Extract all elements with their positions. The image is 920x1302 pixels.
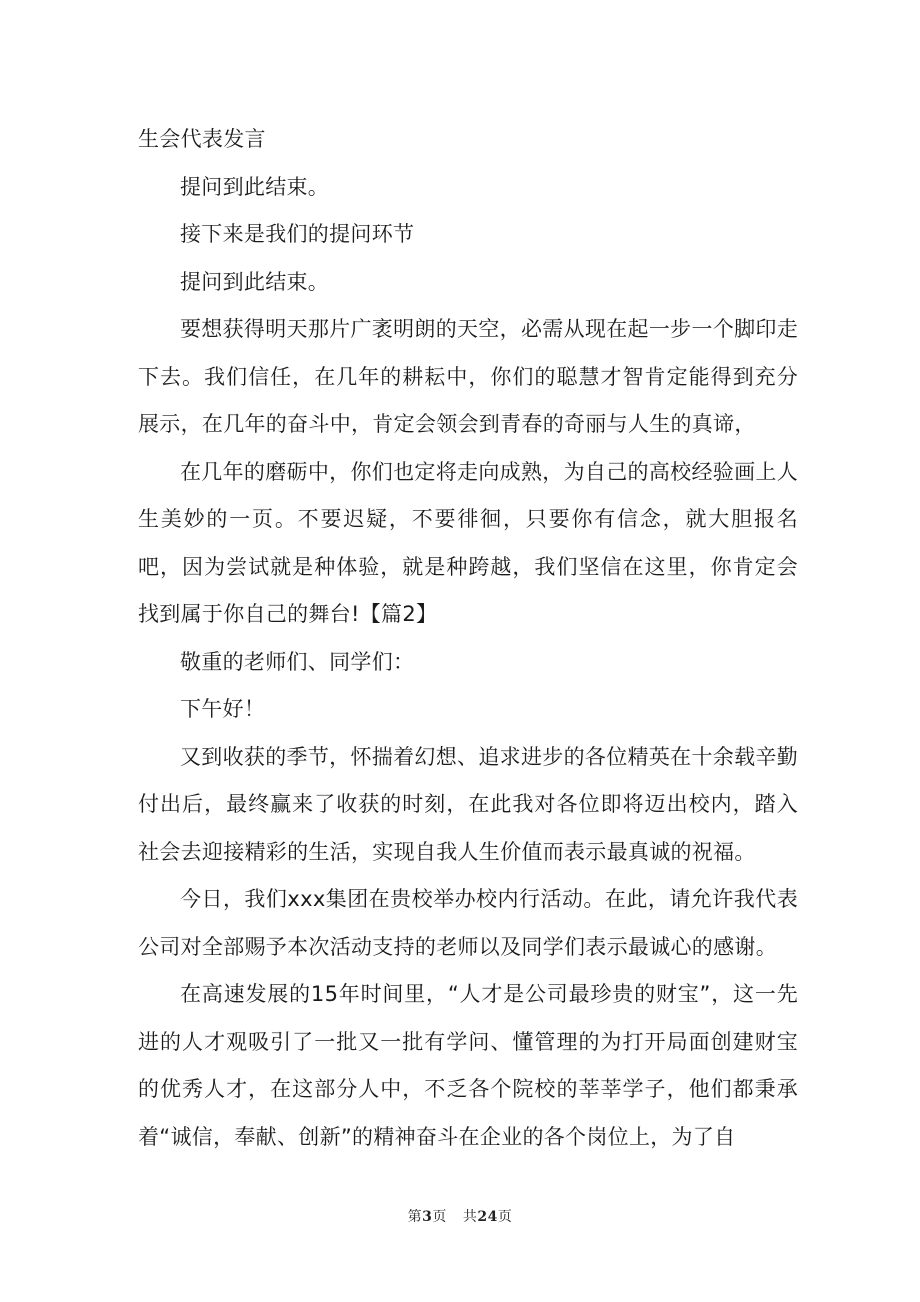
paragraph: 要想获得明天那片广袤明朗的天空，必需从现在起一步一个脚印走下去。我们信任，在几年的耕耘中，你们的聪慧才智肯定能得到充分展示，在几年的奋斗中，肯定会领会到青春的奇丽与人生的真谛，: [138, 317, 798, 436]
paragraph: 接下来是我们的提问环节: [180, 222, 415, 246]
footer-total-unit: 页: [497, 1209, 513, 1225]
current-page-number: 3: [422, 1209, 433, 1225]
paragraph: 敬重的老师们、同学们：: [180, 649, 415, 674]
paragraph: 在几年的磨砺中，你们也定将走向成熟，为自己的高校经验画上人生美妙的一页。不要迟疑，不要徘徊，只要你有信念，就大胆报名吧，因为尝试就是种体验，就是种跨越，我们坚信在这里，你肯定会找到属于你自己的舞台!【篇2】: [138, 459, 798, 626]
paragraph: 提问到此结束。: [180, 269, 330, 294]
paragraph: 提问到此结束。: [180, 174, 330, 199]
paragraph: 下午好！: [180, 697, 266, 721]
footer-page-unit: 页: [432, 1209, 447, 1225]
paragraph: 今日，我们xxx集团在贵校举办校内行活动。在此，请允许我代表公司对全部赐予本次活动支持的老师以及同学们表示最诚心的感谢。: [138, 887, 798, 959]
total-page-count: 24: [477, 1209, 498, 1225]
paragraph: 生会代表发言: [138, 127, 266, 151]
footer-prefix: 第: [407, 1209, 423, 1225]
paragraph: 在高速发展的15年时间里，“人才是公司最珍贵的财宝”，这一先进的人才观吸引了一批又一批有学问、懂管理的为打开局面创建财宝的优秀人才，在这部分人中，不乏各个院校的莘莘学子，他们都秉承着“诚信，奉献、创新”的精神奋斗在企业的各个岗位上，为了自: [138, 982, 798, 1149]
page-footer: [0, 1206, 920, 1226]
footer-total-prefix: 共: [462, 1209, 478, 1225]
paragraph: 又到收获的季节，怀揣着幻想、追求进步的各位精英在十余载辛勤付出后，最终赢来了收获的时刻，在此我对各位即将迈出校内，踏入社会去迎接精彩的生活，实现自我人生价值而表示最真诚的祝福。: [138, 744, 798, 864]
document-body: [138, 116, 798, 1161]
